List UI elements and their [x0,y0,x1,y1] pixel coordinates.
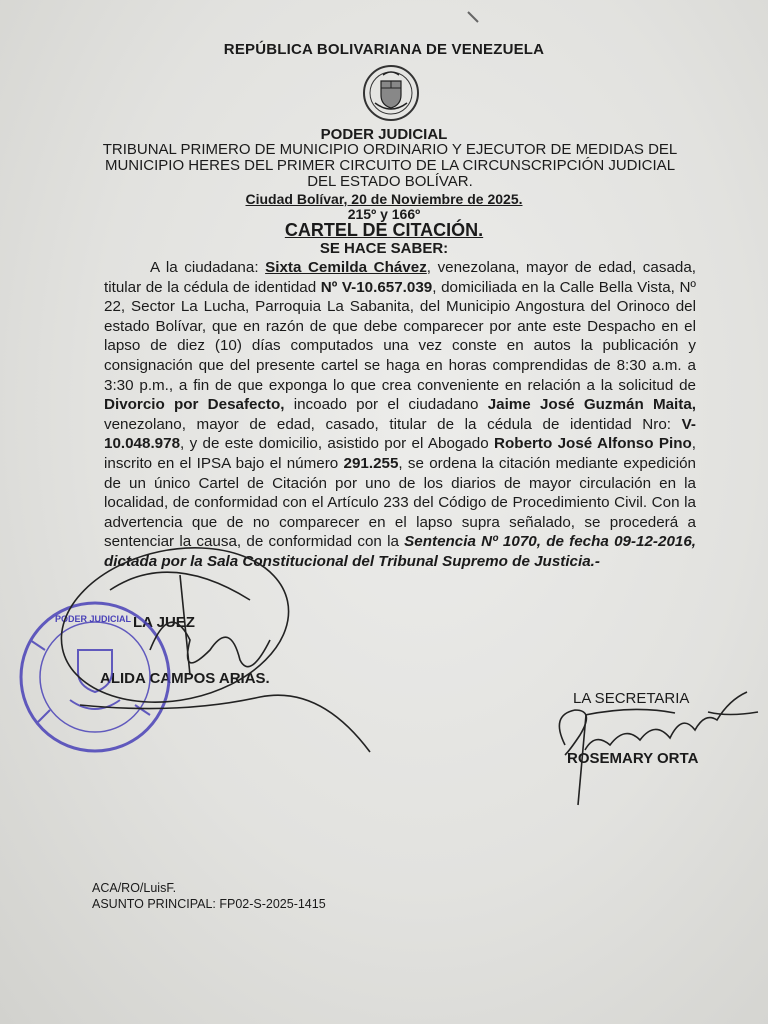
citizen-name: Sixta Cemilda Chávez [265,259,427,276]
document-title: CARTEL DE CITACIÓN. [284,220,484,240]
notice-heading: SE HACE SABER: [319,240,449,257]
citation-body [104,258,696,572]
lawyer-name: Roberto José Alfonso Pino [494,435,692,453]
secretary-title: LA SECRETARIA [573,690,690,707]
body-text: , venezolana, mayor de edad, casada, titular de la cédula de identidad [104,259,697,296]
body-text: A la ciudadana: [150,259,266,276]
republic-heading: REPÚBLICA BOLIVARIANA DE VENEZUELA [223,41,545,58]
body-text: incoado por el ciudadano [284,396,488,414]
branch-heading: PODER JUDICIAL [320,126,448,143]
tribunal-heading: TRIBUNAL PRIMERO DE MUNICIPIO ORDINARIO Y EJECUTOR DE MEDIDAS DEL MUNICIPIO HERES DEL PRIMER CIRCUITO DE LA CIRCUNSCRIPCIÓN JUDICIAL DEL ESTADO BOLÍVAR. [102,141,678,190]
citizen-id: Nº V-10.657.039 [320,278,433,296]
era-years: 215º y 166º [347,206,421,222]
case-type: Divorcio por Desafecto, [104,396,285,414]
coat-of-arms-seal-icon [361,63,421,123]
stamp-label: PODER JUDICIAL [55,614,132,624]
secretary-signature-icon [559,692,758,805]
secretary-name: ROSEMARY ORTA [567,750,699,767]
plaintiff-name: Jaime José Guzmán Maita, [487,396,696,414]
body-text: venezolano, mayor de edad, casado, titular de la cédula de identidad Nro: [104,415,682,433]
body-text: , inscrito en el IPSA bajo el número [104,435,696,472]
ruling-reference: Sentencia Nº 1070, de fecha 09-12-2016, dictada por la Sala Constitucional del Tribunal Supremo de Justicia.- [104,533,696,570]
document-date: Ciudad Bolívar, 20 de Noviembre de 2025. [245,191,523,207]
body-text: , y de este domicilio, asistido por el Abogado [180,435,495,453]
case-number: ASUNTO PRINCIPAL: FP02-S-2025-1415 [92,897,326,911]
body-text: , se ordena la citación mediante expedición de un único Cartel de Citación por uno de los diarios de mayor circulación en la localidad, de conformidad con el Artículo 233 del Código de Procedimiento Civil. Con la advertencia que de no comparecer en el lapso supra señalado, se procederá a sentenciar la causa, de conformidad con la [104,454,696,551]
judge-name: ALIDA CAMPOS ARIAS. [100,670,270,687]
footer-reference [92,880,326,912]
plaintiff-id: V-10.048.978 [104,415,696,453]
judge-title: LA JUEZ [133,614,195,631]
drafter-initials: ACA/RO/LuisF. [92,881,177,895]
body-text: , domiciliada en la Calle Bella Vista, Nº 22, Sector La Lucha, Parroquia La Sabanita, del Municipio Angostura del Orinoco del estado Bolívar, que en razón de que debe comparecer por ante este Despacho en el lapso de diez (10) días computados una vez conste en autos la publicación y consignación que del presente cartel se haga en horas comprendidas de 8:30 a.m. a 3:30 p.m., a fin de que exponga lo que crea conveniente en relación a la solicitud de [104,278,696,394]
ipsa-number: 291.255 [343,454,399,472]
